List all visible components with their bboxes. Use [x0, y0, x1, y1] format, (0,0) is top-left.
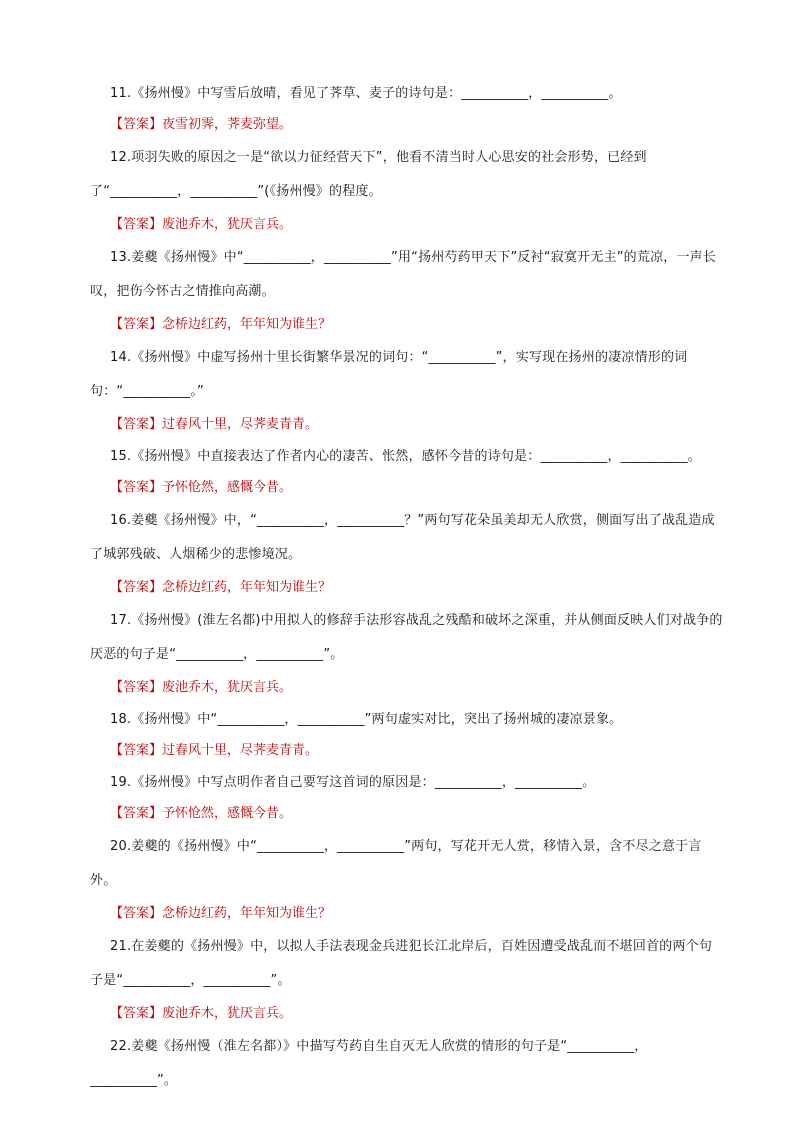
answer-21	[90, 998, 724, 1029]
answer-text: 夜雪初霁，荠麦弥望。	[162, 117, 293, 132]
answer-label: 【答案】	[110, 217, 163, 232]
question-21: 21.在姜夔的《扬州慢》中，以拟人手法表现金兵进犯长江北岸后，百姓因遭受战乱而不堪回首的两个句子是“__________，__________”。	[90, 939, 713, 988]
answer-19	[90, 798, 724, 829]
answer-text: 废池乔木，犹厌言兵。	[162, 217, 293, 232]
answer-label: 【答案】	[110, 743, 163, 758]
answer-13	[90, 309, 724, 340]
question-12: 12.项羽失败的原因之一是“欲以力征经营天下”，他看不清当时人心思安的社会形势，已经到了“__________，__________”(《扬州慢》的程度。	[90, 150, 647, 199]
question-18: 18.《扬州慢》中“__________，__________”两句虚实对比，突出了扬州城的凄凉景象。	[110, 712, 623, 727]
answer-text: 过春风十里，尽荠麦青青。	[162, 743, 319, 758]
answer-16	[90, 572, 724, 603]
answer-text: 念桥边红药，年年知为谁生？	[162, 580, 332, 595]
answer-text: 念桥边红药，年年知为谁生？	[162, 317, 332, 332]
answer-15	[90, 472, 724, 503]
answer-text: 予怀怆然，感慨今昔。	[162, 480, 293, 495]
answer-20	[90, 898, 724, 929]
answer-text: 过春风十里，尽荠麦青青。	[162, 417, 319, 432]
question-11: 11.《扬州慢》中写雪后放晴，看见了荠草、麦子的诗句是：__________，__________。	[110, 86, 622, 101]
answer-label: 【答案】	[110, 680, 163, 695]
answer-12	[90, 209, 724, 240]
answer-text: 念桥边红药，年年知为谁生？	[162, 906, 332, 921]
answer-label: 【答案】	[110, 317, 163, 332]
answer-label: 【答案】	[110, 580, 163, 595]
answer-label: 【答案】	[110, 117, 163, 132]
question-13: 13.姜夔《扬州慢》中“__________，__________”用“扬州芍药甲天下”反衬“寂寞开无主”的荒凉，一声长叹，把伤今怀古之情推向高潮。	[90, 250, 717, 299]
answer-text: 废池乔木，犹厌言兵。	[162, 1006, 293, 1021]
answer-text: 废池乔木，犹厌言兵。	[162, 680, 293, 695]
answer-11	[90, 109, 724, 140]
answer-label: 【答案】	[110, 480, 163, 495]
answer-18	[90, 735, 724, 766]
answer-17	[90, 672, 724, 703]
question-19: 19.《扬州慢》中写点明作者自己要写这首词的原因是：__________，__________。	[110, 775, 596, 790]
answer-label: 【答案】	[110, 906, 163, 921]
answer-14	[90, 409, 724, 440]
answer-label: 【答案】	[110, 1006, 163, 1021]
question-22: 22.姜夔《扬州慢（淮左名都）》中描写芍药自生自灭无人欣赏的情形的句子是“__________，__________”。	[90, 1039, 648, 1088]
question-14: 14.《扬州慢》中虚写扬州十里长街繁华景况的词句：“__________”，实写现在扬州的凄凉情形的词句：“__________。”	[90, 350, 688, 399]
question-20: 20.姜夔的《扬州慢》中“__________，__________”两句，写花开无人赏，移情入景，含不尽之意于言外。	[90, 839, 702, 888]
answer-label: 【答案】	[110, 417, 163, 432]
question-16: 16.姜夔《扬州慢》中，“__________，__________？”两句写花朵虽美却无人欣赏，侧面写出了战乱造成了城郭残破、人烟稀少的悲惨境况。	[90, 513, 715, 562]
answer-text: 予怀怆然，感慨今昔。	[162, 806, 293, 821]
question-17: 17.《扬州慢》(淮左名都)中用拟人的修辞手法形容战乱之残酷和破坏之深重，并从侧面反映人们对战争的厌恶的句子是“__________，__________”。	[90, 613, 723, 662]
question-15: 15.《扬州慢》中直接表达了作者内心的凄苦、怅然，感怀今昔的诗句是：__________，__________。	[110, 449, 701, 464]
answer-label: 【答案】	[110, 806, 163, 821]
